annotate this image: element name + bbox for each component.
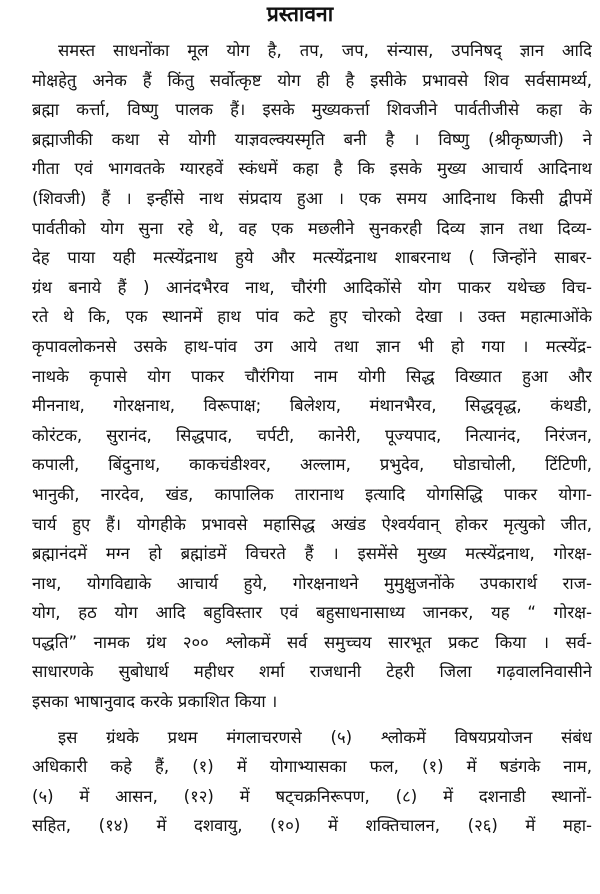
page-title: प्रस्तावना — [266, 2, 334, 26]
text-line: (शिवजी) हैं । इन्हींसे नाथ संप्रदाय हुआ । एक समय आदिनाथ किसी द्वीपमें — [32, 188, 592, 208]
text-line: नाथके कृपासे योग पाकर चौरंगिया नाम योगी सिद्ध विख्यात हुआ और — [32, 366, 592, 386]
text-line: मोक्षहेतु अनेक हैं किंतु सर्वोत्कृष्ट योग ही है इसीके प्रभावसे शिव सर्वसामर्थ्य, — [32, 70, 592, 90]
text-line: इसका भाषानुवाद करके प्रकाशित किया । — [32, 692, 278, 712]
document-body — [32, 36, 592, 841]
text-line: सहित, (१४) में दशवायु, (१०) में शक्तिचालन, (२६) में महा- — [32, 816, 592, 836]
text-line: कृपावलोकनसे उसके हाथ-पांव उग आये तथा ज्ञान भी हो गया । मत्स्येंद्र- — [32, 336, 592, 356]
text-line: रते थे कि, एक स्थानमें हाथ पांव कटे हुए चोरको देखा । उक्त महात्माओंके — [32, 307, 592, 327]
text-line: ब्रह्मा कर्त्ता, विष्णु पालक हैं। इसके मुख्यकर्त्ता शिवजीने पार्वतीजीसे कहा के — [32, 100, 592, 120]
text-line: ब्रह्मानंदमें मग्न हो ब्रह्मांडमें विचरते हैं । इसमेंसे मुख्य मत्स्येंद्रनाथ, गोरक्ष- — [32, 544, 592, 564]
text-line: इस ग्रंथके प्रथम मंगलाचरणसे (५) श्लोकमें विषयप्रयोजन संबंध — [58, 727, 592, 747]
text-line: कपाली, बिंदुनाथ, काकचंडीश्वर, अल्लाम, प्रभुदेव, घोडाचोली, टिंटिणी, — [32, 455, 592, 475]
text-line: ब्रह्माजीकी कथा से योगी याज्ञवल्क्यस्मृति बनी है । विष्णु (श्रीकृष्णजी) ने — [32, 129, 592, 149]
text-line: देह पाया यही मत्स्येंद्रनाथ हुये और मत्स्येंद्रनाथ शाबरनाथ ( जिन्होंने साबर- — [32, 248, 592, 268]
paragraph — [32, 723, 592, 841]
text-line: योग, हठ योग आदि बहुविस्तार एवं बहुसाधनासाध्य जानकर, यह “ गोरक्ष- — [32, 603, 592, 623]
text-line: कोरंटक, सुरानंद, सिद्धपाद, चर्पटी, कानेरी, पूज्यपाद, नित्यानंद, निरंजन, — [32, 425, 592, 445]
text-line: मीननाथ, गोरक्षनाथ, विरूपाक्ष; बिलेशय, मंथानभैरव, सिद्धवृद्ध, कंथडी, — [32, 396, 592, 416]
text-line: गीता एवं भागवतके ग्यारहवें स्कंधमें कहा है कि इसके मुख्य आचार्य आदिनाथ — [32, 159, 592, 179]
text-line: पद्धति” नामक ग्रंथ २०० श्लोकमें सर्व समुच्चय सारभूत प्रकट किया । सर्व- — [32, 632, 592, 652]
text-line: चार्य हुए हैं। योगहीके प्रभावसे महासिद्ध अखंड ऐश्वर्यवान् होकर मृत्युको जीत, — [32, 514, 592, 534]
text-line: अधिकारी कहे हैं, (१) में योगाभ्यासका फल, (१) में षडंगके नाम, — [32, 757, 592, 777]
text-line: पार्वतीको योग सुना रहे थे, वह एक मछलीने सुनकरही दिव्य ज्ञान तथा दिव्य- — [32, 218, 592, 238]
text-line: नाथ, योगविद्याके आचार्य हुये, गोरक्षनाथने मुमुक्षुजनोंके उपकारार्थ राज- — [32, 573, 592, 593]
text-line: भानुकी, नारदेव, खंड, कापालिक तारानाथ इत्यादि योगसिद्धि पाकर योगा- — [32, 484, 592, 504]
paragraph — [32, 36, 592, 717]
text-line: साधारणके सुबोधार्थ महीधर शर्मा राजधानी टेहरी जिला गढ़वालनिवासीने — [32, 662, 592, 682]
text-line: (५) में आसन, (१२) में षट्चक्रनिरूपण, (८) में दशनाडी स्थानों- — [32, 786, 592, 806]
text-line: ग्रंथ बनाये हैं ) आनंदभैरव नाथ, चौरंगी आदिकोंसे योग पाकर यथेच्छ विच- — [32, 277, 592, 297]
text-line: समस्त साधनोंका मूल योग है, तप, जप, संन्यास, उपनिषद् ज्ञान आदि — [58, 41, 592, 60]
